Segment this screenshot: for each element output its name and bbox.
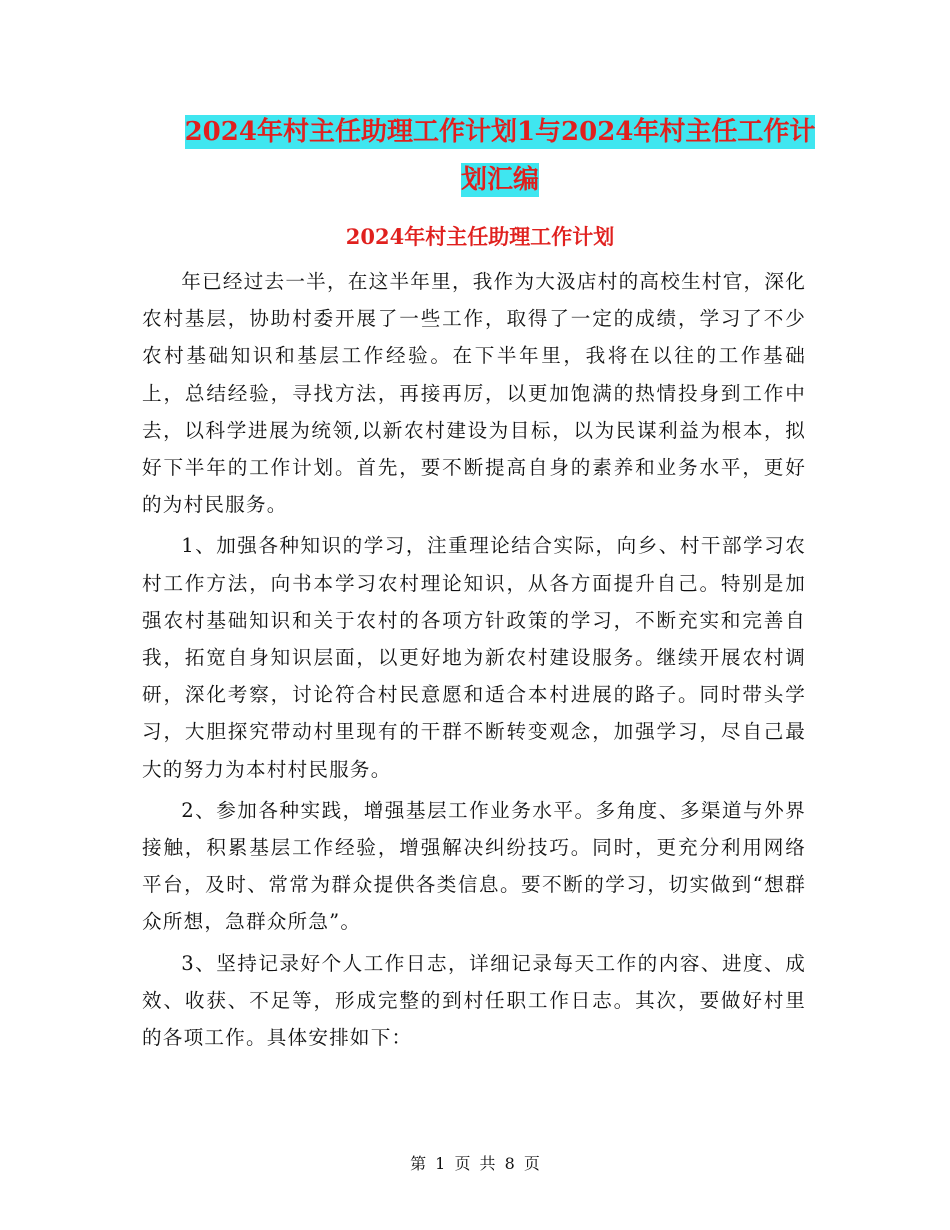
page-footer: 第 1 页 共 8 页: [410, 1154, 540, 1173]
document-title-line-2: 划汇编: [460, 165, 539, 195]
body-paragraph-item-3: 3、坚持记录好个人工作日志，详细记录每天工作的内容、进度、成效、收获、不足等，形成完整的到村任职工作日志。其次，要做好村里的各项工作。具体安排如下：: [142, 951, 806, 1050]
body-paragraph-intro: 年已经过去一半，在这半年里，我作为大汲店村的高校生村官，深化农村基层，协助村委开展了一些工作，取得了一定的成绩，学习了不少农村基础知识和基层工作经验。在下半年里，我将在以往的工作基础上，总结经验，寻找方法，再接再厉，以更加饱满的热情投身到工作中去，以科学进展为统领,以新农村建设为目标，以为民谋利益为根本，拟好下半年的工作计划。首先，要不断提高自身的素养和业务水平，更好的为村民服务。: [142, 270, 806, 517]
section-title: 2024年村主任助理工作计划: [345, 224, 615, 249]
document-title: [140, 108, 860, 204]
body-paragraph-item-1: 1、加强各种知识的学习，注重理论结合实际，向乡、村干部学习农村工作方法，向书本学习农村理论知识，从各方面提升自己。特别是加强农村基础知识和关于农村的各项方针政策的学习，不断充实和完善自我，拓宽自身知识层面，以更好地为新农村建设服务。继续开展农村调研，深化考察，讨论符合村民意愿和适合本村进展的路子。同时带头学习，大胆探究带动村里现有的干群不断转变观念，加强学习，尽自己最大的努力为本村村民服务。: [142, 534, 806, 781]
document-title-line-1: 2024年村主任助理工作计划1与2024年村主任工作计: [184, 117, 816, 147]
body-paragraph-item-2: 2、参加各种实践，增强基层工作业务水平。多角度、多渠道与外界接触，积累基层工作经验，增强解决纠纷技巧。同时，更充分利用网络平台，及时、常常为群众提供各类信息。要不断的学习，切实做到“想群众所想，急群众所急”。: [142, 798, 806, 934]
document-body: [142, 263, 806, 1060]
